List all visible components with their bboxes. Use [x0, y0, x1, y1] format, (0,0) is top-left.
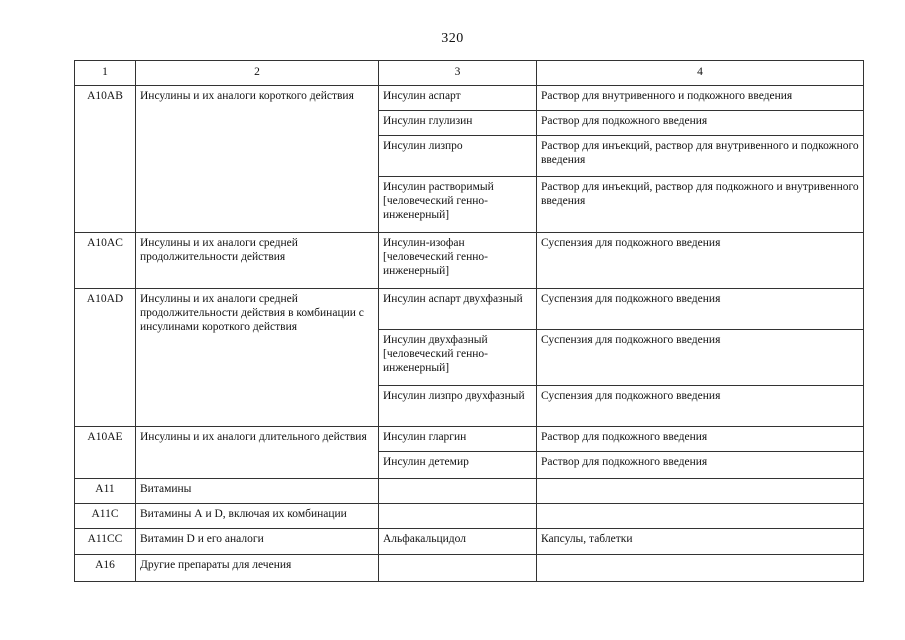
atc-code-cell: A11CC: [75, 529, 136, 555]
column-header-code: 1: [75, 61, 136, 86]
dosage-form-cell: [537, 504, 864, 529]
atc-code-cell: A10AB: [75, 86, 136, 233]
dosage-form-cell: Суспензия для подкожного введения: [537, 330, 864, 386]
atc-code-cell: A10AD: [75, 289, 136, 427]
drug-name-cell: [379, 479, 537, 504]
drug-name-cell: Инсулин гларгин: [379, 427, 537, 452]
dosage-form-cell: Суспензия для подкожного введения: [537, 289, 864, 330]
drug-name-cell: [379, 555, 537, 582]
drug-name-cell: Инсулин лизпро двухфазный: [379, 386, 537, 427]
drug-classification-table: [74, 60, 864, 582]
group-name-cell: Витамины А и D, включая их комбинации: [136, 504, 379, 529]
drug-name-cell: Инсулин аспарт двухфазный: [379, 289, 537, 330]
column-header-group: 2: [136, 61, 379, 86]
dosage-form-cell: Раствор для подкожного введения: [537, 427, 864, 452]
group-name-cell: Витамины: [136, 479, 379, 504]
dosage-form-cell: Раствор для внутривенного и подкожного введения: [537, 86, 864, 111]
dosage-form-cell: Раствор для инъекций, раствор для внутривенного и подкожного введения: [537, 136, 864, 177]
table-row: [75, 86, 864, 111]
table-row: [75, 427, 864, 452]
drug-name-cell: Инсулин-изофан [человеческий генно-инженерный]: [379, 233, 537, 289]
page-number: 320: [441, 31, 464, 46]
atc-code-cell: A16: [75, 555, 136, 582]
group-name-cell: Инсулины и их аналоги короткого действия: [136, 86, 379, 233]
drug-name-cell: Инсулин аспарт: [379, 86, 537, 111]
drug-name-cell: Инсулин растворимый [человеческий генно-инженерный]: [379, 177, 537, 233]
dosage-form-cell: Капсулы, таблетки: [537, 529, 864, 555]
group-name-cell: Инсулины и их аналоги длительного действия: [136, 427, 379, 479]
dosage-form-cell: Раствор для подкожного введения: [537, 452, 864, 479]
dosage-form-cell: Суспензия для подкожного введения: [537, 386, 864, 427]
dosage-form-cell: Раствор для инъекций, раствор для подкожного и внутривенного введения: [537, 177, 864, 233]
group-name-cell: Инсулины и их аналоги средней продолжительности действия: [136, 233, 379, 289]
table-row: [75, 555, 864, 582]
atc-code-cell: A10AC: [75, 233, 136, 289]
table-row: [75, 479, 864, 504]
atc-code-cell: A11: [75, 479, 136, 504]
drug-name-cell: Альфакальцидол: [379, 529, 537, 555]
dosage-form-cell: [537, 555, 864, 582]
table-header-row: [75, 61, 864, 86]
drug-name-cell: Инсулин лизпро: [379, 136, 537, 177]
atc-code-cell: A10AE: [75, 427, 136, 479]
group-name-cell: Другие препараты для лечения: [136, 555, 379, 582]
atc-code-cell: A11C: [75, 504, 136, 529]
group-name-cell: Инсулины и их аналоги средней продолжительности действия в комбинации с инсулинами короткого действия: [136, 289, 379, 427]
drug-name-cell: Инсулин двухфазный [человеческий генно-инженерный]: [379, 330, 537, 386]
drug-name-cell: Инсулин глулизин: [379, 111, 537, 136]
table-row: [75, 233, 864, 289]
column-header-form: 4: [537, 61, 864, 86]
dosage-form-cell: [537, 479, 864, 504]
table-row: [75, 289, 864, 330]
table-row: [75, 529, 864, 555]
group-name-cell: Витамин D и его аналоги: [136, 529, 379, 555]
table-row: [75, 504, 864, 529]
column-header-drug: 3: [379, 61, 537, 86]
dosage-form-cell: Раствор для подкожного введения: [537, 111, 864, 136]
dosage-form-cell: Суспензия для подкожного введения: [537, 233, 864, 289]
drug-name-cell: Инсулин детемир: [379, 452, 537, 479]
drug-name-cell: [379, 504, 537, 529]
